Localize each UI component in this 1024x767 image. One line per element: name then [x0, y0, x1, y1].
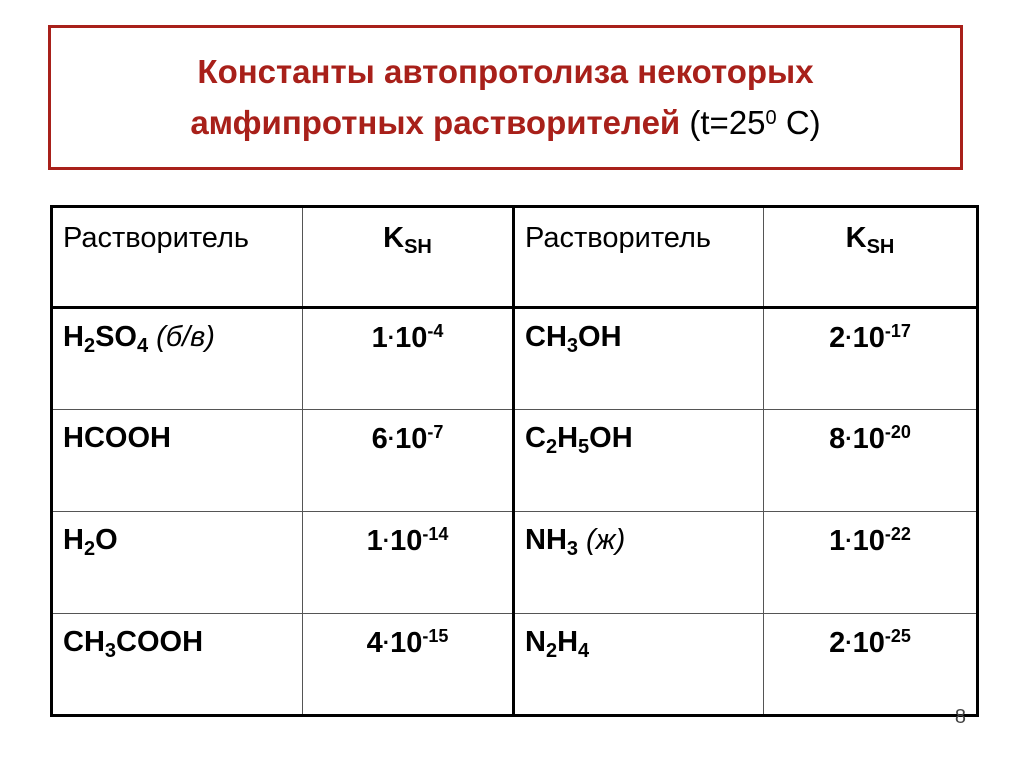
header-solvent-right-label: Растворитель [525, 222, 711, 254]
ksh-exponent: -4 [427, 321, 444, 341]
ksh-mantissa: 1 [829, 525, 846, 557]
ksh-exponent: -15 [422, 626, 449, 646]
ksh-base-ten: 10 [390, 525, 423, 557]
solvent-cell-left [52, 614, 303, 716]
formula-text: H [557, 626, 579, 658]
formula-text: C [525, 422, 546, 454]
ksh-mantissa: 2 [829, 627, 846, 659]
ksh-mantissa: 8 [829, 423, 846, 455]
solvent-formula [525, 422, 633, 458]
formula-subscript: 3 [104, 640, 117, 662]
header-solvent-left [52, 207, 303, 308]
ksh-exponent: -7 [427, 422, 444, 442]
title-line-1 [197, 49, 813, 95]
header-ksh-right-base: K [845, 222, 867, 254]
table-row [52, 614, 978, 716]
table-row [52, 512, 978, 614]
table-row [52, 308, 978, 410]
solvent-formula [525, 321, 622, 357]
header-ksh-right [764, 207, 978, 308]
formula-text: NH [525, 524, 567, 556]
ksh-value-cell-right [764, 512, 978, 614]
multiply-dot: · [387, 325, 396, 350]
multiply-dot: · [845, 528, 853, 553]
solvent-cell-right [514, 512, 764, 614]
formula-subscript: 3 [566, 538, 579, 560]
formula-subscript: 4 [578, 640, 590, 662]
solvent-state-note: (б/в) [156, 321, 215, 353]
ksh-exponent: -14 [422, 524, 449, 544]
ksh-value-cell-left [303, 308, 514, 410]
multiply-dot: · [382, 528, 391, 553]
table-row [52, 410, 978, 512]
ksh-base-ten: 10 [395, 423, 428, 455]
formula-text: OH [589, 422, 633, 454]
formula-text: O [95, 524, 118, 556]
solvent-formula [525, 524, 579, 560]
formula-text: OH [578, 321, 622, 353]
ksh-exponent: -17 [884, 321, 911, 341]
ksh-mantissa: 4 [366, 627, 383, 659]
autoprotolysis-table [50, 205, 979, 717]
solvent-cell-left [52, 308, 303, 410]
formula-text: CH [63, 626, 105, 658]
multiply-dot: · [845, 630, 853, 655]
formula-subscript: 2 [83, 538, 96, 560]
formula-text: SO [95, 321, 137, 353]
ksh-value-cell-right [764, 308, 978, 410]
formula-subscript: 5 [578, 436, 590, 458]
ksh-mantissa: 2 [829, 322, 846, 354]
formula-subscript: 2 [545, 640, 558, 662]
solvent-formula [63, 626, 204, 662]
solvent-formula [63, 321, 149, 357]
temperature-condition [689, 104, 820, 141]
multiply-dot: · [387, 426, 396, 451]
multiply-dot: · [382, 630, 391, 655]
header-ksh-right-sub: SH [866, 236, 895, 258]
temperature-prefix: (t=25 [689, 104, 766, 141]
solvent-formula [63, 422, 171, 454]
formula-subscript: 3 [566, 335, 579, 357]
formula-text: CH [525, 321, 567, 353]
title-text-1: Константы автопротолиза некоторых [197, 53, 814, 90]
page-number: 8 [954, 706, 966, 728]
multiply-dot: · [845, 426, 853, 451]
solvent-state-note: (ж) [586, 524, 626, 556]
ksh-mantissa: 1 [371, 322, 388, 354]
solvent-formula [63, 524, 118, 560]
ksh-base-ten: 10 [852, 423, 885, 455]
formula-subscript: 2 [83, 335, 96, 357]
ksh-exponent: -20 [884, 422, 911, 442]
formula-text: H [63, 321, 84, 353]
ksh-base-ten: 10 [852, 322, 885, 354]
ksh-base-ten: 10 [852, 525, 885, 557]
ksh-value-cell-left [303, 614, 514, 716]
formula-subscript: 4 [136, 335, 149, 357]
solvent-cell-right [514, 410, 764, 512]
header-solvent-right [514, 207, 764, 308]
ksh-value-cell-right [764, 614, 978, 716]
header-ksh-left-sub: SH [404, 236, 432, 258]
ksh-base-ten: 10 [390, 627, 423, 659]
ksh-exponent: -22 [884, 524, 911, 544]
ksh-base-ten: 10 [852, 627, 885, 659]
ksh-exponent: -25 [884, 626, 911, 646]
temperature-degree: 0 [765, 107, 777, 129]
ksh-value-cell-left [303, 512, 514, 614]
formula-text: COOH [116, 626, 204, 658]
title-text-2: амфипротных растворителей [190, 104, 681, 141]
ksh-mantissa: 6 [371, 423, 388, 455]
solvent-cell-left [52, 410, 303, 512]
ksh-base-ten: 10 [395, 322, 428, 354]
multiply-dot: · [845, 325, 853, 350]
solvent-cell-right [514, 308, 764, 410]
title-line-2 [190, 95, 820, 146]
formula-text: H [557, 422, 579, 454]
header-ksh-left [303, 207, 514, 308]
table-header-row [52, 207, 978, 308]
solvent-formula [525, 626, 590, 662]
ksh-value-cell-right [764, 410, 978, 512]
solvent-cell-left [52, 512, 303, 614]
temperature-suffix: С) [776, 104, 821, 141]
title-box [48, 25, 963, 170]
solvent-cell-right [514, 614, 764, 716]
formula-text: N [525, 626, 546, 658]
formula-subscript: 2 [545, 436, 558, 458]
header-ksh-left-base: K [383, 222, 405, 254]
ksh-mantissa: 1 [366, 525, 383, 557]
ksh-value-cell-left [303, 410, 514, 512]
formula-text: HCOOH [63, 422, 171, 454]
header-solvent-left-label: Растворитель [63, 222, 249, 254]
formula-text: H [63, 524, 84, 556]
